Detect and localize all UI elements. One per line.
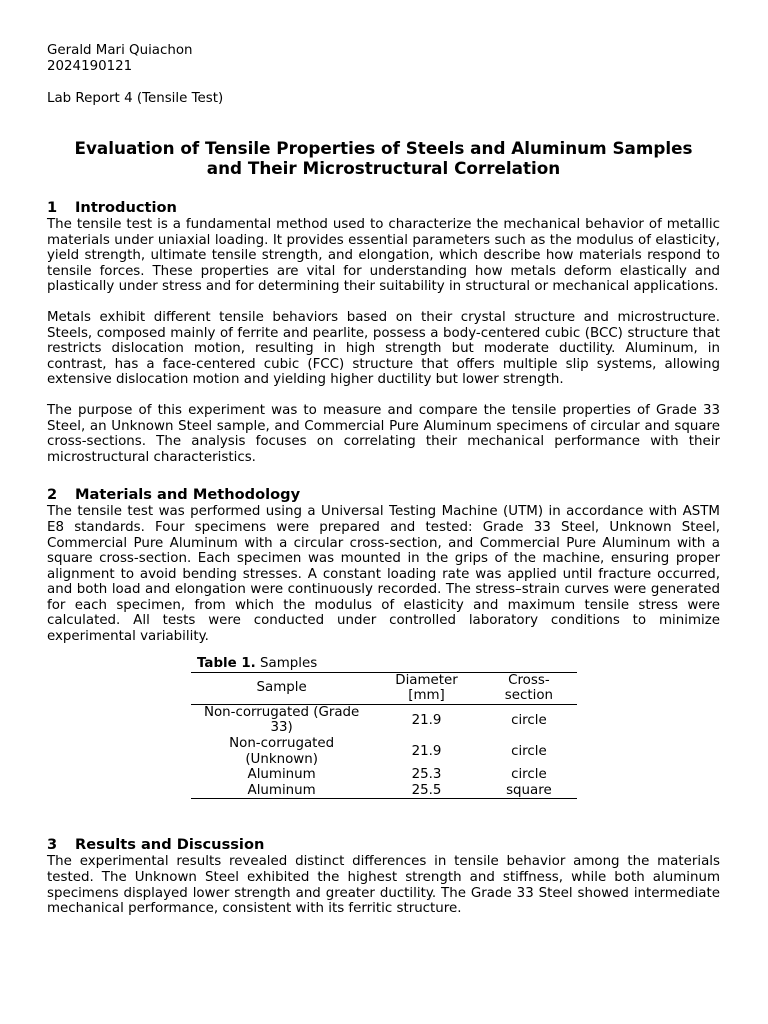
document-page — [47, 43, 720, 917]
samples-table — [191, 672, 577, 800]
header-block — [47, 43, 720, 107]
table-cell: 25.3 — [411, 767, 442, 783]
table-cell: 25.5 — [411, 782, 442, 798]
table-cell: circle — [511, 767, 547, 783]
intro-paragraph-2: Metals exhibit different tensile behaviors based on their crystal structure and microstructure. Steels, composed mainly of ferrite and pearlite, possess a body-centered cubic (BCC) structure that restricts dislocation motion, resulting in high strength but moderate ductility. Aluminum, in contrast, has a face-centered cubic (FCC) structure that offers multiple slip systems, allowing extensive dislocation motion and yielding higher ductility but lower strength. — [47, 309, 720, 388]
section-title: Materials and Methodology — [75, 486, 301, 504]
author-name: Gerald Mari Quiachon — [47, 43, 193, 58]
table-cell: Non-corrugated (Unknown) — [229, 736, 335, 767]
table-caption — [191, 656, 577, 672]
report-label: Lab Report 4 (Tensile Test) — [47, 91, 224, 106]
table-caption-label: Table 1. — [197, 655, 256, 671]
intro-paragraph-3: The purpose of this experiment was to measure and compare the tensile properties of Grade 33 Steel, an Unknown Steel sample, and Commercial Pure Aluminum specimens of circular and square cross-sections. The analysis focuses on correlating their mechanical performance with their microstructural characteristics. — [47, 402, 720, 465]
table-cell: Non-corrugated (Grade 33) — [203, 704, 360, 736]
section-title: Introduction — [75, 199, 177, 216]
table-cell: 21.9 — [411, 743, 442, 759]
student-id: 2024190121 — [47, 59, 133, 74]
table-header-row — [191, 672, 577, 704]
table-row — [191, 704, 577, 736]
section-heading-results — [47, 836, 720, 854]
document-title — [47, 138, 720, 178]
table-cell: Aluminum — [247, 767, 316, 783]
table-header-cell: Diameter [mm] — [372, 672, 481, 704]
table-row — [191, 736, 577, 767]
table-header-cell: Sample — [191, 672, 372, 704]
section-title: Results and Discussion — [75, 836, 265, 854]
table-cell: Aluminum — [247, 782, 316, 798]
intro-paragraph-1: The tensile test is a fundamental method used to characterize the mechanical behavior of metallic materials under uniaxial loading. It provides essential parameters such as the modulus of elasticity, yield strength, ultimate tensile strength, and elongation, which describe how materials respond to tensile forces. These properties are vital for understanding how metals deform elastically and plastically under stress and for determining their suitability in structural or mechanical applications. — [47, 217, 720, 295]
results-paragraph-1: The experimental results revealed distinct differences in tensile behavior among the materials tested. The Unknown Steel exhibited the highest strength and stiffness, while both aluminum specimens displayed lower strength and greater ductility. The Grade 33 Steel showed intermediate mechanical performance, consistent with its ferritic structure. — [47, 854, 720, 917]
section-number: 1 — [47, 199, 58, 216]
table-header-cell: Cross-section — [481, 672, 577, 704]
table-row — [191, 783, 577, 799]
table-caption-text: Samples — [260, 655, 318, 671]
section-number: 2 — [47, 486, 58, 504]
section-heading-methodology — [47, 486, 720, 504]
methods-paragraph-1: The tensile test was performed using a Universal Testing Machine (UTM) in accordance with ASTM E8 standards. Four specimens were prepared and tested: Grade 33 Steel, Unknown Steel, Commercial Pure Aluminum with a circular cross-section, and Commercial Pure Aluminum with a square cross-section. Each specimen was mounted in the grips of the machine, ensuring proper alignment to avoid bending stresses. A constant loading rate was applied until fracture occurred, and both load and elongation were continuously recorded. The stress–strain curves were generated for each specimen, from which the modulus of elasticity and maximum tensile stress were calculated. All tests were conducted under controlled laboratory conditions to minimize experimental variability. — [47, 504, 720, 645]
table-row — [191, 767, 577, 783]
section-heading-introduction — [47, 199, 720, 217]
section-number: 3 — [47, 836, 58, 854]
table-cell: circle — [511, 712, 547, 728]
samples-table-block — [191, 656, 577, 800]
title-line-2: and Their Microstructural Correlation — [206, 158, 561, 178]
table-cell: 21.9 — [411, 712, 442, 728]
table-cell: square — [506, 782, 552, 798]
table-cell: circle — [511, 743, 547, 759]
title-line-1: Evaluation of Tensile Properties of Steels and Aluminum Samples — [74, 138, 693, 158]
